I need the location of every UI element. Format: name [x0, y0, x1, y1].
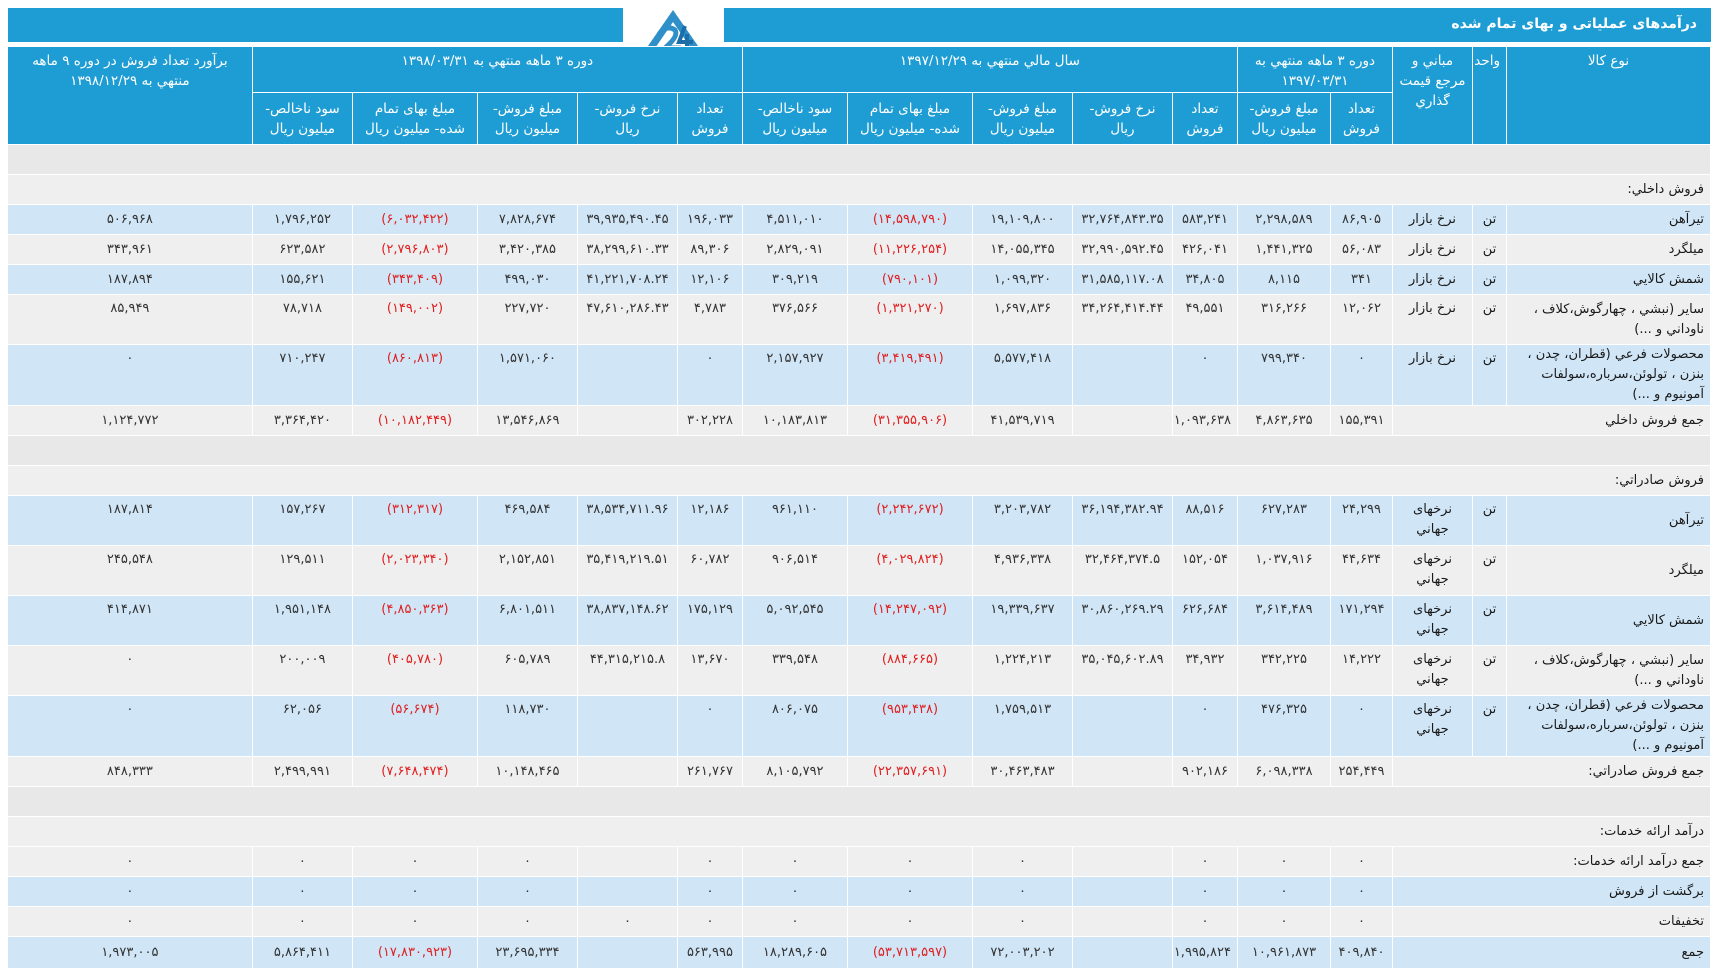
cell-q1398-profit: ۶۲,۰۵۶: [252, 696, 352, 757]
cell-q1398-sales: ۰: [477, 907, 577, 937]
table-row: [7, 345, 1710, 406]
cell-fy-qty: ۶۲۶,۶۸۴: [1172, 596, 1237, 646]
cell-estimate-qty: ۴۱۴,۸۷۱: [7, 596, 252, 646]
cell-fy-profit: ۲,۸۲۹,۰۹۱: [742, 235, 847, 265]
grand-total-row: [7, 937, 1710, 969]
cell-q1398-rate: ۴۴,۳۱۵,۲۱۵.۸: [577, 646, 677, 696]
cell-q1398-qty: ۳۰۲,۲۲۸: [677, 406, 742, 436]
cell-q1398-qty: ۰: [677, 696, 742, 757]
cell-estimate-qty: ۰: [7, 907, 252, 937]
cell-fy-profit: ۹۶۱,۱۱۰: [742, 496, 847, 546]
cell-q1398-cost: (۱۷,۸۳۰,۹۲۳): [352, 937, 477, 969]
cell-q1398-cost: (۳۴۳,۴۰۹): [352, 265, 477, 295]
table-row: [7, 596, 1710, 646]
cell-q1398-cost: (۱۰,۱۸۲,۴۴۹): [352, 406, 477, 436]
cell-row-label: برگشت از فروش: [1393, 877, 1711, 907]
cell-fy-cost: (۱۴,۵۹۸,۷۹۰): [847, 205, 972, 235]
cell-q1397-qty: ۱۵۵,۳۹۱: [1331, 406, 1393, 436]
cell-fy-sales: ۳۰,۴۶۳,۴۸۳: [972, 757, 1072, 787]
cell-fy-sales: ۱,۶۹۷,۸۳۶: [972, 295, 1072, 345]
cell-q1398-qty: ۱۲,۱۰۶: [677, 265, 742, 295]
cell-q1398-sales: ۱۳,۵۴۶,۸۶۹: [477, 406, 577, 436]
cell-q1398-sales: ۳,۴۲۰,۳۸۵: [477, 235, 577, 265]
total-row: [7, 757, 1710, 787]
col-sales-amount: مبلغ فروش- میلیون ریال: [972, 93, 1072, 145]
cell-fy-sales: ۱,۲۲۴,۲۱۳: [972, 646, 1072, 696]
cell-estimate-qty: ۰: [7, 877, 252, 907]
cell-estimate-qty: ۲۴۵,۵۴۸: [7, 546, 252, 596]
group-q3-1397: دوره ۳ ماهه منتهي به ۱۳۹۷/۰۳/۳۱: [1237, 47, 1392, 93]
cell-q1397-sales: ۴۷۶,۳۲۵: [1237, 696, 1330, 757]
cell-unit: تن: [1473, 345, 1507, 406]
col-cost-amount: مبلغ بهای تمام شده- میلیون ریال: [847, 93, 972, 145]
cell-q1398-cost: (۷,۶۴۸,۴۷۴): [352, 757, 477, 787]
col-sales-rate: نرخ فروش- ریال: [577, 93, 677, 145]
cell-fy-profit: ۲,۱۵۷,۹۲۷: [742, 345, 847, 406]
cell-pricing-basis: نرخهای جهاني: [1393, 696, 1473, 757]
table-row: [7, 295, 1710, 345]
cell-fy-sales: ۴,۹۳۶,۳۳۸: [972, 546, 1072, 596]
cell-pricing-basis: نرخ بازار: [1393, 295, 1473, 345]
cell-q1398-profit: ۶۲۳,۵۸۲: [252, 235, 352, 265]
cell-product-name: محصولات فرعي (قطران، چدن ، بنزن ، تولوئن،سرباره،سولفات آمونیوم و ...): [1507, 345, 1711, 406]
cell-fy-cost: (۴,۰۲۹,۸۲۴): [847, 546, 972, 596]
cell-q1398-sales: ۱۱۸,۷۳۰: [477, 696, 577, 757]
cell-q1397-sales: ۲,۲۹۸,۵۸۹: [1237, 205, 1330, 235]
cell-q1398-profit: ۱۲۹,۵۱۱: [252, 546, 352, 596]
cell-fy-sales: ۴۱,۵۳۹,۷۱۹: [972, 406, 1072, 436]
cell-estimate-qty: ۵۰۶,۹۶۸: [7, 205, 252, 235]
cell-q1398-rate: [577, 696, 677, 757]
cell-unit: تن: [1473, 696, 1507, 757]
col-product-type: نوع کالا: [1507, 47, 1711, 145]
blank-row: [7, 145, 1710, 175]
cell-q1398-qty: ۴,۷۸۳: [677, 295, 742, 345]
cell-q1398-qty: ۲۶۱,۷۶۷: [677, 757, 742, 787]
cell-unit: تن: [1473, 295, 1507, 345]
cell-pricing-basis: نرخهای جهاني: [1393, 596, 1473, 646]
cell-row-label: جمع فروش داخلي: [1393, 406, 1711, 436]
cell-fy-cost: (۹۵۳,۴۳۸): [847, 696, 972, 757]
cell-fy-cost: (۷۹۰,۱۰۱): [847, 265, 972, 295]
cell-q1398-cost: (۲,۷۹۶,۸۰۳): [352, 235, 477, 265]
cell-q1397-sales: ۱,۴۴۱,۳۲۵: [1237, 235, 1330, 265]
cell-row-label: تخفیفات: [1393, 907, 1711, 937]
title-bar-right: [724, 8, 1711, 42]
cell-fy-qty: ۹۰۲,۱۸۶: [1172, 757, 1237, 787]
cell-q1398-rate: [577, 877, 677, 907]
title-bar: [8, 8, 1711, 42]
cell-q1398-sales: ۲,۱۵۲,۸۵۱: [477, 546, 577, 596]
cell-fy-cost: ۰: [847, 847, 972, 877]
cell-q1397-sales: ۱۰,۹۶۱,۸۷۳: [1237, 937, 1330, 969]
cell-q1397-qty: ۴۴,۶۳۴: [1331, 546, 1393, 596]
cell-q1398-cost: ۰: [352, 907, 477, 937]
cell-fy-qty: ۰: [1172, 877, 1237, 907]
cell-fy-cost: (۱,۳۲۱,۲۷۰): [847, 295, 972, 345]
cell-fy-qty: ۵۸۳,۲۴۱: [1172, 205, 1237, 235]
cell-pricing-basis: نرخ بازار: [1393, 265, 1473, 295]
cell-estimate-qty: ۱۸۷,۸۱۴: [7, 496, 252, 546]
cell-fy-rate: ۳۴,۲۶۴,۴۱۴.۴۴: [1072, 295, 1172, 345]
cell-estimate-qty: ۱,۱۲۴,۷۷۲: [7, 406, 252, 436]
cell-q1398-rate: [577, 757, 677, 787]
cell-fy-qty: ۱,۰۹۳,۶۳۸: [1172, 406, 1237, 436]
col-net-profit: سود ناخالص- میلیون ریال: [252, 93, 352, 145]
total-row: [7, 877, 1710, 907]
cell-unit: تن: [1473, 596, 1507, 646]
cell-fy-qty: ۱۵۲,۰۵۴: [1172, 546, 1237, 596]
table-row: [7, 646, 1710, 696]
cell-q1398-qty: ۰: [677, 847, 742, 877]
cell-q1398-cost: (۸۶۰,۸۱۳): [352, 345, 477, 406]
cell-q1398-profit: ۱,۷۹۶,۲۵۲: [252, 205, 352, 235]
cell-q1397-qty: ۰: [1331, 847, 1393, 877]
cell-q1398-rate: [577, 345, 677, 406]
cell-q1398-profit: ۱۵۵,۶۲۱: [252, 265, 352, 295]
cell-q1397-qty: ۰: [1331, 696, 1393, 757]
cell-fy-profit: ۱۰,۱۸۳,۸۱۳: [742, 406, 847, 436]
cell-fy-cost: (۳۱,۳۵۵,۹۰۶): [847, 406, 972, 436]
cell-fy-profit: ۰: [742, 877, 847, 907]
cell-product-name: میلگرد: [1507, 235, 1711, 265]
cell-q1398-profit: ۷۱۰,۲۴۷: [252, 345, 352, 406]
cell-product-name: سایر (نبشي ، چهارگوش،کلاف ، ناوداني و ...): [1507, 295, 1711, 345]
cell-fy-qty: ۰: [1172, 847, 1237, 877]
cell-q1398-rate: [577, 406, 677, 436]
cell-q1398-sales: ۴۶۹,۵۸۴: [477, 496, 577, 546]
cell-fy-sales: ۱۹,۳۳۹,۶۳۷: [972, 596, 1072, 646]
cell-fy-qty: ۰: [1172, 907, 1237, 937]
cell-q1397-qty: ۰: [1331, 907, 1393, 937]
cell-q1398-profit: ۲,۴۹۹,۹۹۱: [252, 757, 352, 787]
cell-estimate-qty: ۸۴۸,۳۳۳: [7, 757, 252, 787]
cell-q1398-rate: ۴۷,۶۱۰,۲۸۶.۴۳: [577, 295, 677, 345]
cell-row-label: جمع: [1393, 937, 1711, 969]
cell-q1397-sales: ۳۴۲,۲۲۵: [1237, 646, 1330, 696]
col-unit: واحد: [1473, 47, 1507, 145]
cell-fy-rate: [1072, 757, 1172, 787]
cell-fy-sales: ۱۹,۱۰۹,۸۰۰: [972, 205, 1072, 235]
cell-row-label: جمع درآمد ارائه خدمات:: [1393, 847, 1711, 877]
cell-fy-profit: ۴,۵۱۱,۰۱۰: [742, 205, 847, 235]
cell-estimate-qty: ۰: [7, 696, 252, 757]
cell-fy-qty: ۰: [1172, 345, 1237, 406]
cell-q1397-qty: ۱۷۱,۲۹۴: [1331, 596, 1393, 646]
cell-q1398-sales: ۴۹۹,۰۳۰: [477, 265, 577, 295]
cell-q1397-qty: ۴۰۹,۸۴۰: [1331, 937, 1393, 969]
cell-fy-profit: ۳۳۹,۵۴۸: [742, 646, 847, 696]
section-export: فروش صادراتي:: [7, 466, 1710, 496]
cell-q1398-qty: ۱۲,۱۸۶: [677, 496, 742, 546]
col-qty: تعداد فروش: [1172, 93, 1237, 145]
cell-q1398-cost: ۰: [352, 847, 477, 877]
total-row: [7, 847, 1710, 877]
cell-q1398-cost: (۳۱۲,۳۱۷): [352, 496, 477, 546]
cell-fy-sales: ۷۲,۰۰۳,۲۰۲: [972, 937, 1072, 969]
cell-fy-sales: ۰: [972, 907, 1072, 937]
cell-q1398-sales: ۷,۸۲۸,۶۷۴: [477, 205, 577, 235]
cell-fy-cost: (۵۳,۷۱۳,۵۹۷): [847, 937, 972, 969]
cell-unit: تن: [1473, 496, 1507, 546]
cell-q1398-profit: ۳,۳۶۴,۴۲۰: [252, 406, 352, 436]
section-services: درآمد ارائه خدمات:: [7, 817, 1710, 847]
cell-product-name: شمش کالایي: [1507, 265, 1711, 295]
cell-fy-sales: ۳,۲۰۳,۷۸۲: [972, 496, 1072, 546]
cell-q1398-qty: ۸۹,۳۰۶: [677, 235, 742, 265]
cell-q1397-qty: ۰: [1331, 877, 1393, 907]
table-row: [7, 696, 1710, 757]
col-sales-amount: مبلغ فروش- میلیون ریال: [477, 93, 577, 145]
cell-row-label: جمع فروش صادراتي:: [1393, 757, 1711, 787]
cell-estimate-qty: ۱,۹۷۳,۰۰۵: [7, 937, 252, 969]
cell-fy-qty: ۸۸,۵۱۶: [1172, 496, 1237, 546]
cell-q1398-cost: (۱۴۹,۰۰۲): [352, 295, 477, 345]
cell-product-name: تیرآهن: [1507, 205, 1711, 235]
cell-unit: تن: [1473, 646, 1507, 696]
col-cost-amount: مبلغ بهای تمام شده- میلیون ریال: [352, 93, 477, 145]
group-q3-1398: دوره ۳ ماهه منتهي به ۱۳۹۸/۰۳/۳۱: [252, 47, 742, 93]
cell-product-name: میلگرد: [1507, 546, 1711, 596]
cell-fy-sales: ۰: [972, 847, 1072, 877]
cell-fy-cost: (۲۲,۳۵۷,۶۹۱): [847, 757, 972, 787]
cell-q1398-cost: ۰: [352, 877, 477, 907]
cell-q1397-sales: ۰: [1237, 847, 1330, 877]
cell-q1398-cost: (۶,۰۳۲,۴۲۲): [352, 205, 477, 235]
cell-product-name: سایر (نبشي ، چهارگوش،کلاف ، ناوداني و ...): [1507, 646, 1711, 696]
cell-fy-profit: ۰: [742, 847, 847, 877]
cell-q1398-profit: ۱,۹۵۱,۱۴۸: [252, 596, 352, 646]
cell-fy-cost: ۰: [847, 907, 972, 937]
cell-q1397-sales: ۶,۰۹۸,۳۳۸: [1237, 757, 1330, 787]
cell-q1397-qty: ۱۲,۰۶۲: [1331, 295, 1393, 345]
cell-fy-rate: [1072, 847, 1172, 877]
cell-q1398-sales: ۲۳,۶۹۵,۳۳۴: [477, 937, 577, 969]
cell-pricing-basis: نرخهای جهاني: [1393, 646, 1473, 696]
cell-unit: تن: [1473, 546, 1507, 596]
cell-fy-qty: ۳۴,۹۳۲: [1172, 646, 1237, 696]
cell-q1398-sales: ۱,۵۷۱,۰۶۰: [477, 345, 577, 406]
cell-q1398-cost: (۴,۸۵۰,۳۶۳): [352, 596, 477, 646]
cell-fy-sales: ۰: [972, 877, 1072, 907]
cell-q1398-qty: ۵۶۳,۹۹۵: [677, 937, 742, 969]
cell-fy-sales: ۱۴,۰۵۵,۳۴۵: [972, 235, 1072, 265]
table-row: [7, 496, 1710, 546]
page-title: درآمدهای عملیاتی و بهای تمام شده: [1451, 16, 1697, 32]
cell-q1398-rate: ۴۱,۲۲۱,۷۰۸.۲۴: [577, 265, 677, 295]
col-net-profit: سود ناخالص- میلیون ریال: [742, 93, 847, 145]
cell-q1397-qty: ۰: [1331, 345, 1393, 406]
cell-q1397-sales: ۳۱۶,۲۶۶: [1237, 295, 1330, 345]
cell-q1397-qty: ۲۴,۲۹۹: [1331, 496, 1393, 546]
cell-fy-profit: ۱۸,۲۸۹,۶۰۵: [742, 937, 847, 969]
title-bar-left: [8, 8, 624, 42]
cell-q1397-qty: ۱۴,۲۲۲: [1331, 646, 1393, 696]
cell-q1398-profit: ۱۵۷,۲۶۷: [252, 496, 352, 546]
cell-q1398-rate: [577, 937, 677, 969]
cell-q1398-qty: ۱۷۵,۱۲۹: [677, 596, 742, 646]
cell-q1398-profit: ۷۸,۷۱۸: [252, 295, 352, 345]
table-row: [7, 235, 1710, 265]
cell-q1397-sales: ۷۹۹,۳۴۰: [1237, 345, 1330, 406]
cell-q1397-sales: ۱,۰۳۷,۹۱۶: [1237, 546, 1330, 596]
cell-q1397-qty: ۳۴۱: [1331, 265, 1393, 295]
cell-pricing-basis: نرخ بازار: [1393, 235, 1473, 265]
cell-q1397-sales: ۳,۶۱۴,۴۸۹: [1237, 596, 1330, 646]
section-domestic: فروش داخلي:: [7, 175, 1710, 205]
cell-estimate-qty: ۸۵,۹۴۹: [7, 295, 252, 345]
cell-q1398-profit: ۲۰۰,۰۰۹: [252, 646, 352, 696]
cell-fy-profit: ۵,۰۹۲,۵۴۵: [742, 596, 847, 646]
cell-q1398-cost: (۴۰۵,۷۸۰): [352, 646, 477, 696]
col-sales-rate: نرخ فروش- ریال: [1072, 93, 1172, 145]
cell-q1398-sales: ۱۰,۱۴۸,۴۶۵: [477, 757, 577, 787]
cell-product-name: تیرآهن: [1507, 496, 1711, 546]
cell-fy-rate: ۳۲,۴۶۴,۳۷۴.۵: [1072, 546, 1172, 596]
cell-estimate-qty: ۰: [7, 345, 252, 406]
cell-estimate-qty: ۰: [7, 847, 252, 877]
cell-q1398-sales: ۶,۸۰۱,۵۱۱: [477, 596, 577, 646]
col-sales-amount: مبلغ فروش- میلیون ریال: [1237, 93, 1330, 145]
col-qty: تعداد فروش: [1331, 93, 1393, 145]
col-qty: تعداد فروش: [677, 93, 742, 145]
cell-q1398-qty: ۰: [677, 907, 742, 937]
cell-fy-cost: (۱۴,۲۴۷,۰۹۲): [847, 596, 972, 646]
cell-unit: تن: [1473, 265, 1507, 295]
cell-estimate-qty: ۳۴۳,۹۶۱: [7, 235, 252, 265]
cell-q1398-profit: ۰: [252, 877, 352, 907]
cell-q1398-rate: ۳۸,۲۹۹,۶۱۰.۳۳: [577, 235, 677, 265]
cell-fy-rate: [1072, 406, 1172, 436]
table-row: [7, 205, 1710, 235]
cell-estimate-qty: ۱۸۷,۸۹۴: [7, 265, 252, 295]
cell-product-name: محصولات فرعي (قطران، چدن ، بنزن ، تولوئن،سرباره،سولفات آمونیوم و ...): [1507, 696, 1711, 757]
cell-fy-qty: ۴۹,۵۵۱: [1172, 295, 1237, 345]
cell-q1398-rate: ۳۹,۹۳۵,۴۹۰.۴۵: [577, 205, 677, 235]
cell-unit: تن: [1473, 205, 1507, 235]
cell-q1397-sales: ۸,۱۱۵: [1237, 265, 1330, 295]
cell-fy-cost: ۰: [847, 877, 972, 907]
group-fiscal-year-1397: سال مالي منتهي به ۱۳۹۷/۱۲/۲۹: [742, 47, 1237, 93]
cell-estimate-qty: ۰: [7, 646, 252, 696]
cell-q1398-sales: ۶۰۵,۷۸۹: [477, 646, 577, 696]
cell-fy-profit: ۸۰۶,۰۷۵: [742, 696, 847, 757]
cell-fy-qty: ۱,۹۹۵,۸۲۴: [1172, 937, 1237, 969]
cell-q1398-qty: ۰: [677, 877, 742, 907]
cell-pricing-basis: نرخهای جهاني: [1393, 496, 1473, 546]
cell-fy-cost: (۱۱,۲۲۶,۲۵۴): [847, 235, 972, 265]
cell-q1398-cost: (۵۶,۶۷۴): [352, 696, 477, 757]
cell-q1398-profit: ۰: [252, 847, 352, 877]
cell-q1398-qty: ۶۰,۷۸۲: [677, 546, 742, 596]
cell-fy-qty: ۰: [1172, 696, 1237, 757]
cell-unit: تن: [1473, 235, 1507, 265]
cell-fy-sales: ۱,۷۵۹,۵۱۳: [972, 696, 1072, 757]
cell-fy-qty: ۳۴,۸۰۵: [1172, 265, 1237, 295]
cell-q1398-rate: ۳۸,۸۳۷,۱۴۸.۶۲: [577, 596, 677, 646]
cell-q1398-rate: ۰: [577, 907, 677, 937]
total-row: [7, 406, 1710, 436]
col-estimate: برآورد تعداد فروش در دوره ۹ ماهه منتهي به ۱۳۹۸/۱۲/۲۹: [7, 47, 252, 145]
cell-q1398-qty: ۱۹۶,۰۳۳: [677, 205, 742, 235]
cell-fy-profit: ۸,۱۰۵,۷۹۲: [742, 757, 847, 787]
cell-fy-qty: ۴۲۶,۰۴۱: [1172, 235, 1237, 265]
cell-fy-rate: [1072, 345, 1172, 406]
cell-pricing-basis: نرخ بازار: [1393, 205, 1473, 235]
cell-pricing-basis: نرخ بازار: [1393, 345, 1473, 406]
cell-fy-cost: (۲,۲۴۲,۶۷۲): [847, 496, 972, 546]
blank-row: [7, 787, 1710, 817]
cell-q1398-profit: ۰: [252, 907, 352, 937]
cell-fy-rate: ۳۱,۵۸۵,۱۱۷.۰۸: [1072, 265, 1172, 295]
cell-fy-cost: (۸۸۴,۶۶۵): [847, 646, 972, 696]
cell-q1398-cost: (۲,۰۲۳,۳۴۰): [352, 546, 477, 596]
cell-fy-rate: [1072, 937, 1172, 969]
cell-fy-rate: [1072, 877, 1172, 907]
cell-q1398-rate: ۳۵,۴۱۹,۲۱۹.۵۱: [577, 546, 677, 596]
cell-fy-sales: ۱,۰۹۹,۳۲۰: [972, 265, 1072, 295]
cell-fy-rate: ۳۲,۹۹۰,۵۹۲.۴۵: [1072, 235, 1172, 265]
cell-fy-rate: ۳۶,۱۹۴,۳۸۲.۹۴: [1072, 496, 1172, 546]
cell-q1397-sales: ۴,۸۶۳,۶۳۵: [1237, 406, 1330, 436]
cell-fy-rate: ۳۲,۷۶۴,۸۴۳.۳۵: [1072, 205, 1172, 235]
cell-q1397-qty: ۲۵۴,۴۴۹: [1331, 757, 1393, 787]
cell-fy-sales: ۵,۵۷۷,۴۱۸: [972, 345, 1072, 406]
cell-q1398-sales: ۲۲۷,۷۲۰: [477, 295, 577, 345]
cell-q1398-qty: ۰: [677, 345, 742, 406]
cell-q1398-rate: ۳۸,۵۳۴,۷۱۱.۹۶: [577, 496, 677, 546]
cell-fy-rate: [1072, 696, 1172, 757]
cell-fy-profit: ۳۰۹,۲۱۹: [742, 265, 847, 295]
cell-fy-profit: ۰: [742, 907, 847, 937]
cell-product-name: شمش کالایي: [1507, 596, 1711, 646]
cell-q1397-sales: ۶۲۷,۲۸۳: [1237, 496, 1330, 546]
cell-fy-rate: ۳۰,۸۶۰,۲۶۹.۲۹: [1072, 596, 1172, 646]
col-pricing-basis: مباني و مرجع قیمت گذاري: [1393, 47, 1473, 145]
cell-q1398-profit: ۵,۸۶۴,۴۱۱: [252, 937, 352, 969]
cell-pricing-basis: نرخهای جهاني: [1393, 546, 1473, 596]
table-row: [7, 265, 1710, 295]
table-row: [7, 546, 1710, 596]
cell-fy-rate: [1072, 907, 1172, 937]
cell-fy-cost: (۳,۴۱۹,۴۹۱): [847, 345, 972, 406]
cell-fy-rate: ۳۵,۰۴۵,۶۰۲.۸۹: [1072, 646, 1172, 696]
cell-q1398-sales: ۰: [477, 877, 577, 907]
blank-row: [7, 436, 1710, 466]
cell-fy-profit: ۳۷۶,۵۶۶: [742, 295, 847, 345]
cell-q1398-sales: ۰: [477, 847, 577, 877]
total-row: [7, 907, 1710, 937]
cell-q1398-qty: ۱۳,۶۷۰: [677, 646, 742, 696]
cell-fy-profit: ۹۰۶,۵۱۴: [742, 546, 847, 596]
revenue-table: [7, 46, 1711, 969]
cell-q1397-sales: ۰: [1237, 907, 1330, 937]
cell-q1397-qty: ۵۶,۰۸۳: [1331, 235, 1393, 265]
cell-q1397-qty: ۸۶,۹۰۵: [1331, 205, 1393, 235]
cell-q1398-rate: [577, 847, 677, 877]
cell-q1397-sales: ۰: [1237, 877, 1330, 907]
